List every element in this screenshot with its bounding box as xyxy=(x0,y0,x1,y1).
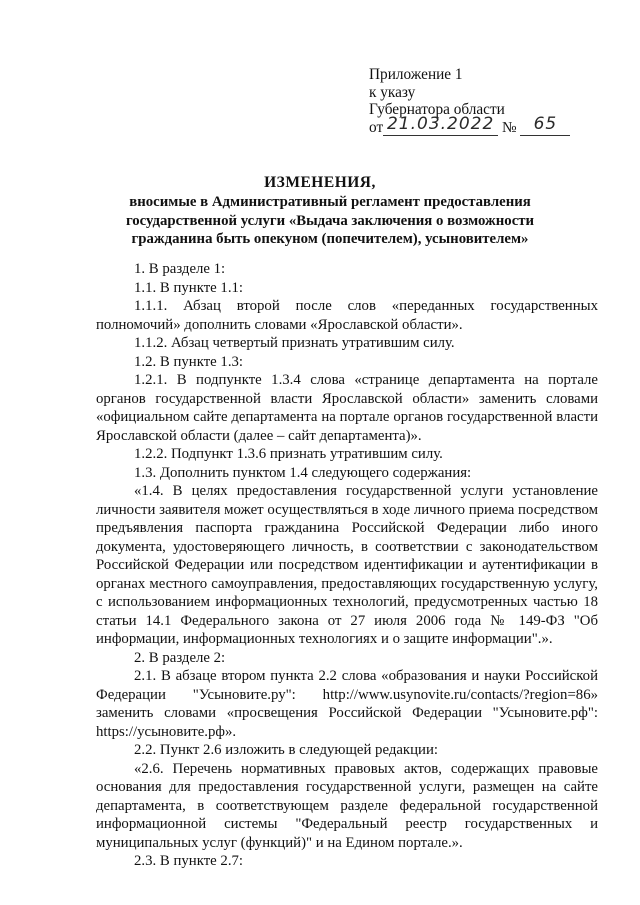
paragraph: 1.1.2. Абзац четвертый признать утратившим силу. xyxy=(134,335,455,351)
number-prefix: № xyxy=(501,118,517,136)
handwritten-date: 21.03.2022 xyxy=(383,120,498,136)
paragraph: 1.3. Дополнить пунктом 1.4 следующего содержания: xyxy=(134,464,472,481)
document-body xyxy=(96,260,598,871)
paragraph: 1.1. В пункте 1.1: xyxy=(134,279,244,296)
appendix-header xyxy=(369,66,570,136)
paragraph: 1.2.1. В подпункте 1.3.4 слова «странице департамента на портале органов государственной власти Ярославской области» заменить словами «официальном сайте департамента на портале органов государственной власти Ярославской области (далее – сайт департамента)». xyxy=(96,372,598,444)
paragraph: 1.1.1. Абзац второй после слов «переданных государственных полномочий» дополнить словами «Ярославской области». xyxy=(96,298,598,333)
paragraph: 1.2.2. Подпункт 1.3.6 признать утратившим силу. xyxy=(134,446,443,462)
appendix-date-number-line xyxy=(369,113,570,137)
paragraph: 2.3. В пункте 2.7: xyxy=(134,853,244,869)
document-title: ИЗМЕНЕНИЯ, xyxy=(264,174,376,191)
paragraph: 1. В разделе 1: xyxy=(134,261,226,277)
paragraph: 2.1. В абзаце втором пункта 2.2 слова «образования и науки Российской Федерации "Усыновите.ру": http://www.usynovite.ru/contacts/?region=86» заменить словами «просвещения Российской Федерации "Усыновите.рф": https://усыновите.рф». xyxy=(96,668,598,740)
paragraph: 2. В разделе 2: xyxy=(134,649,226,666)
paragraph: «1.4. В целях предоставления государственной услуги установление личности заявителя может осуществляться в ходе личного приема посредством предъявления паспорта гражданина Российской Федерации либо иного документа, удостоверяющего личность, в соответствии с законодательством Российской Федерации или посредством идентификации и аутентификации в органах местного самоуправления, предоставляющих государственную услугу, с использованием информационных технологий, предусмотренных частью 18 статьи 14.1 Федерального закона от 27 июля 2006 года № 149-ФЗ "Об информации, информационных технологиях и о защите информации".». xyxy=(96,483,598,647)
paragraph: «2.6. Перечень нормативных правовых актов, содержащих правовые основания для предоставления государственной услуги, размещен на сайте департамента, в соответствующем разделе федеральной государственной информационной системы "Федеральный реестр государственных и муниципальных услуг (функций)" и на Едином портале.». xyxy=(96,760,598,851)
paragraph: 2.2. Пункт 2.6 изложить в следующей редакции: xyxy=(134,742,438,758)
document-subtitle: вносимые в Административный регламент предоставления государственной услуги «Выдача заключения о возможности гражданина быть опекуном (попечителем), усыновителем» xyxy=(125,194,535,247)
appendix-line-2: к указу xyxy=(369,83,416,101)
paragraph: 1.2. В пункте 1.3: xyxy=(134,353,244,370)
appendix-line-1: Приложение 1 xyxy=(369,66,463,83)
appendix-line-3: Губернатора области xyxy=(369,101,505,119)
from-prefix: от xyxy=(369,118,384,136)
handwritten-number: 65 xyxy=(520,120,570,136)
